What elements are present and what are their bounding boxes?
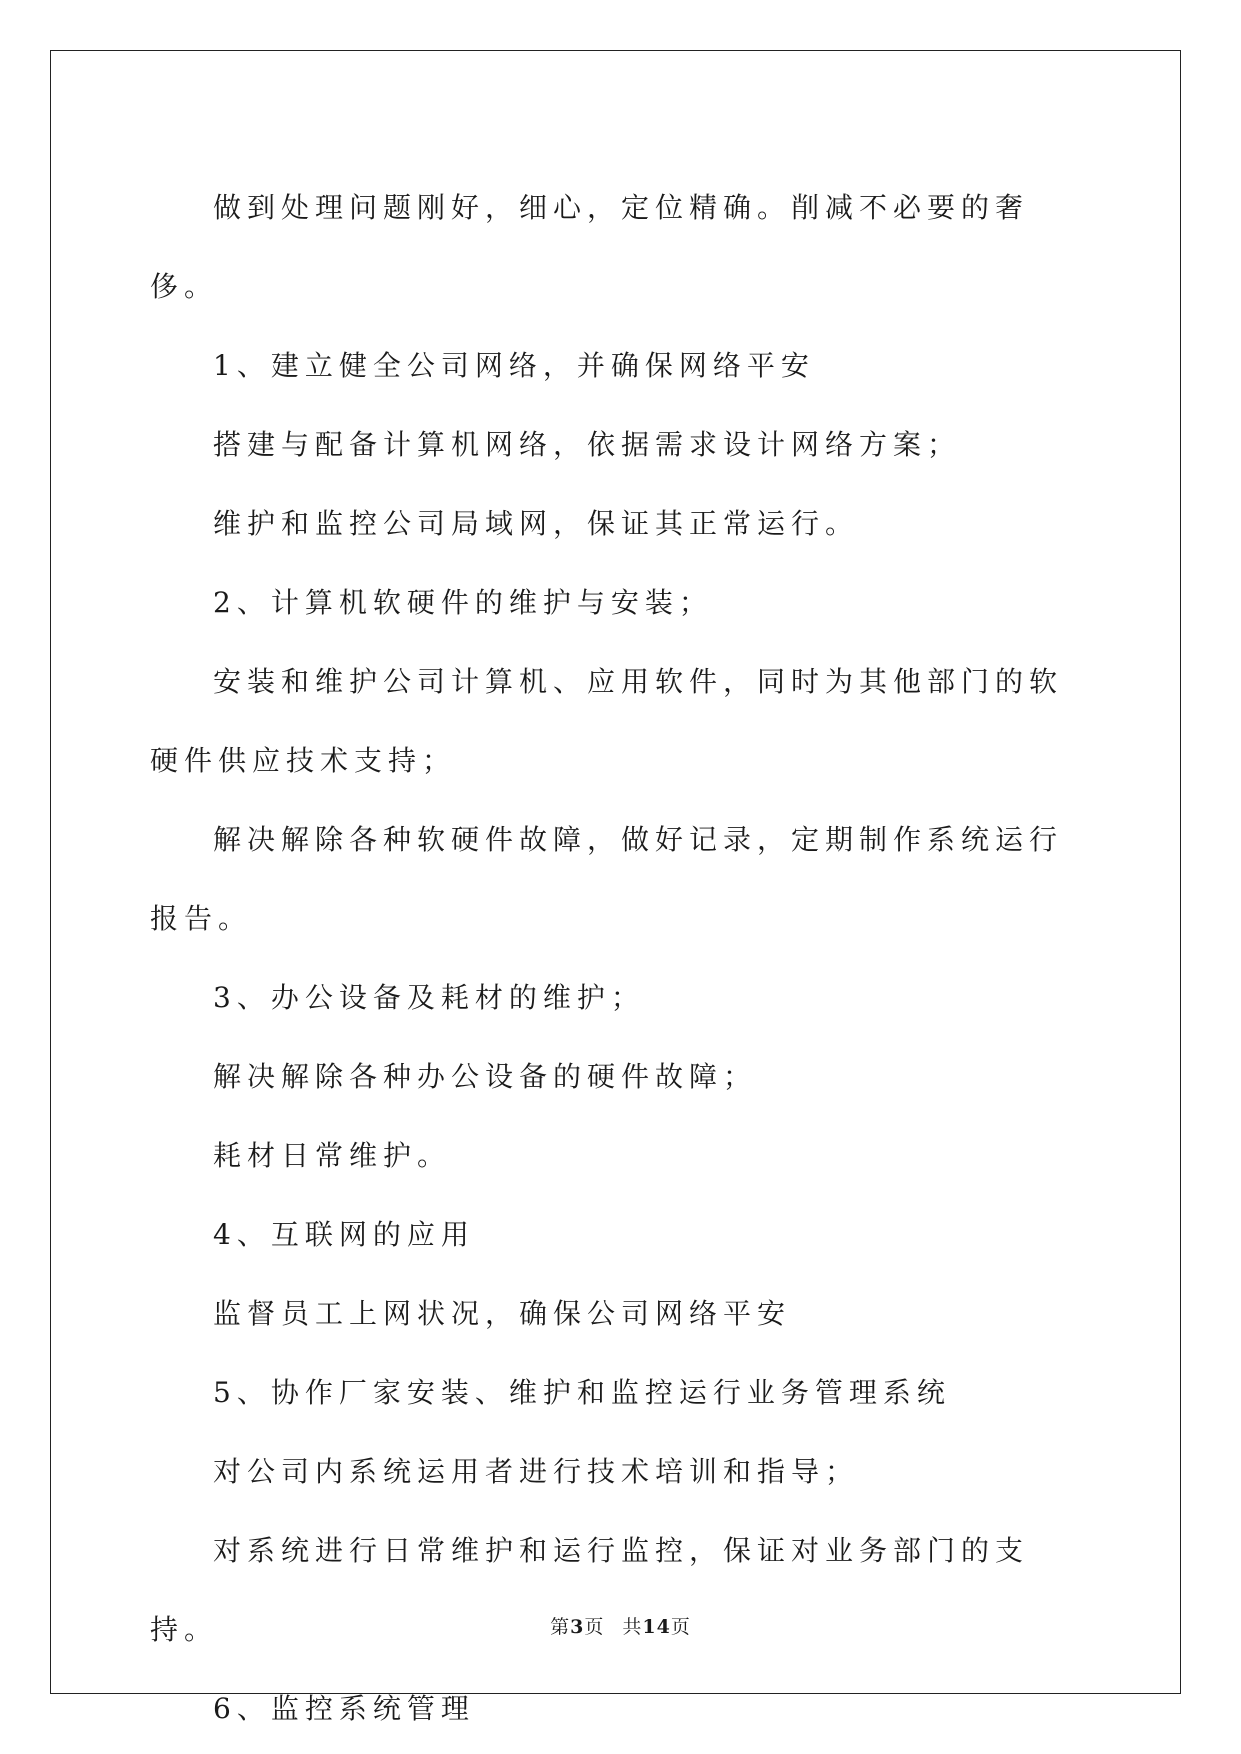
section-heading: 1、建立健全公司网络，并确保网络平安: [213, 349, 815, 382]
paragraph: 监督员工上网状况，确保公司网络平安: [213, 1297, 792, 1330]
section-heading: 3、办公设备及耗材的维护；: [213, 981, 645, 1014]
paragraph: 维护和监控公司局域网，保证其正常运行。: [213, 507, 860, 540]
paragraph: 安装和维护公司计算机、应用软件，同时为其他部门的软硬件供应技术支持；: [150, 665, 1064, 777]
current-page-number: 3: [570, 1616, 585, 1638]
document-body: [150, 168, 1090, 1748]
total-page-number: 14: [642, 1616, 671, 1638]
section-heading: 4、互联网的应用: [213, 1218, 475, 1251]
section-heading: 2、计算机软硬件的维护与安装；: [213, 586, 713, 619]
paragraph: 解决解除各种办公设备的硬件故障；: [213, 1060, 758, 1093]
page-footer: [0, 1612, 1241, 1639]
paragraph: 搭建与配备计算机网络，依据需求设计网络方案；: [213, 428, 962, 461]
paragraph: 解决解除各种软硬件故障，做好记录，定期制作系统运行报告。: [150, 823, 1064, 935]
page-prefix: 第: [550, 1616, 571, 1638]
paragraph: 耗材日常维护。: [213, 1139, 452, 1172]
total-suffix: 页: [670, 1616, 691, 1638]
total-prefix: 共: [622, 1616, 643, 1638]
section-heading: 5、协作厂家安装、维护和监控运行业务管理系统: [213, 1376, 951, 1409]
paragraph: 对公司内系统运用者进行技术培训和指导；: [213, 1455, 860, 1488]
section-heading: 6、监控系统管理: [213, 1692, 475, 1725]
paragraph: 做到处理问题刚好，细心，定位精确。削减不必要的奢侈。: [150, 191, 1030, 303]
paragraph: 对系统进行日常维护和运行监控，保证对业务部门的支持。: [150, 1534, 1030, 1646]
page-suffix: 页: [584, 1616, 605, 1638]
